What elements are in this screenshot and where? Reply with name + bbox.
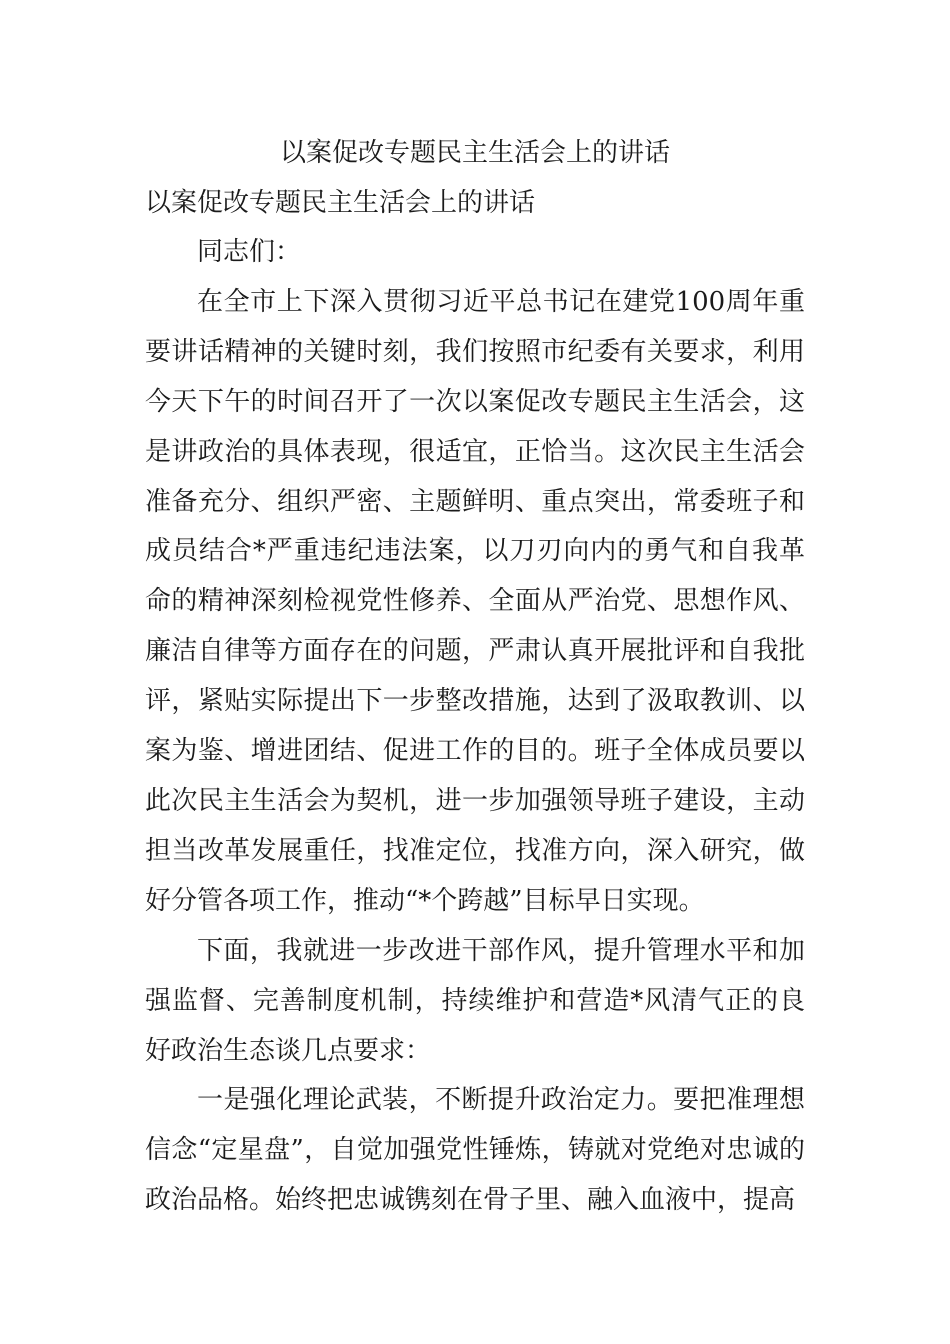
paragraph-1: 在全市上下深入贯彻习近平总书记在建党100周年重要讲话精神的关键时刻，我们按照市纪委有关要求，利用今天下午的时间召开了一次以案促改专题民主生活会，这是讲政治的具体表现，很适宜，正恰当。这次民主生活会准备充分、组织严密、主题鲜明、重点突出，常委班子和成员结合*严重违纪违法案，以刀刃向内的勇气和自我革命的精神深刻检视党性修养、全面从严治党、思想作风、廉洁自律等方面存在的问题，严肃认真开展批评和自我批评，紧贴实际提出下一步整改措施，达到了汲取教训、以案为鉴、增进团结、促进工作的目的。班子全体成员要以此次民主生活会为契机，进一步加强领导班子建设，主动担当改革发展重任，找准定位，找准方向，深入研究，做好分管各项工作，推动“*个跨越”目标早日实现。 [145,286,805,916]
document-subtitle: 以案促改专题民主生活会上的讲话 [145,188,536,218]
document-title: 以案促改专题民主生活会上的讲话 [279,138,670,168]
paragraph-2: 下面，我就进一步改进干部作风，提升管理水平和加强监督、完善制度机制，持续维护和营造*风清气正的良好政治生态谈几点要求： [145,935,805,1066]
greeting: 同志们： [197,237,302,267]
paragraph-3: 一是强化理论武装，不断提升政治定力。要把准理想信念“定星盘”，自觉加强党性锤炼，铸就对党绝对忠诚的政治品格。始终把忠诚镌刻在骨子里、融入血液中，提高 [145,1085,805,1216]
document-body [145,228,805,1226]
